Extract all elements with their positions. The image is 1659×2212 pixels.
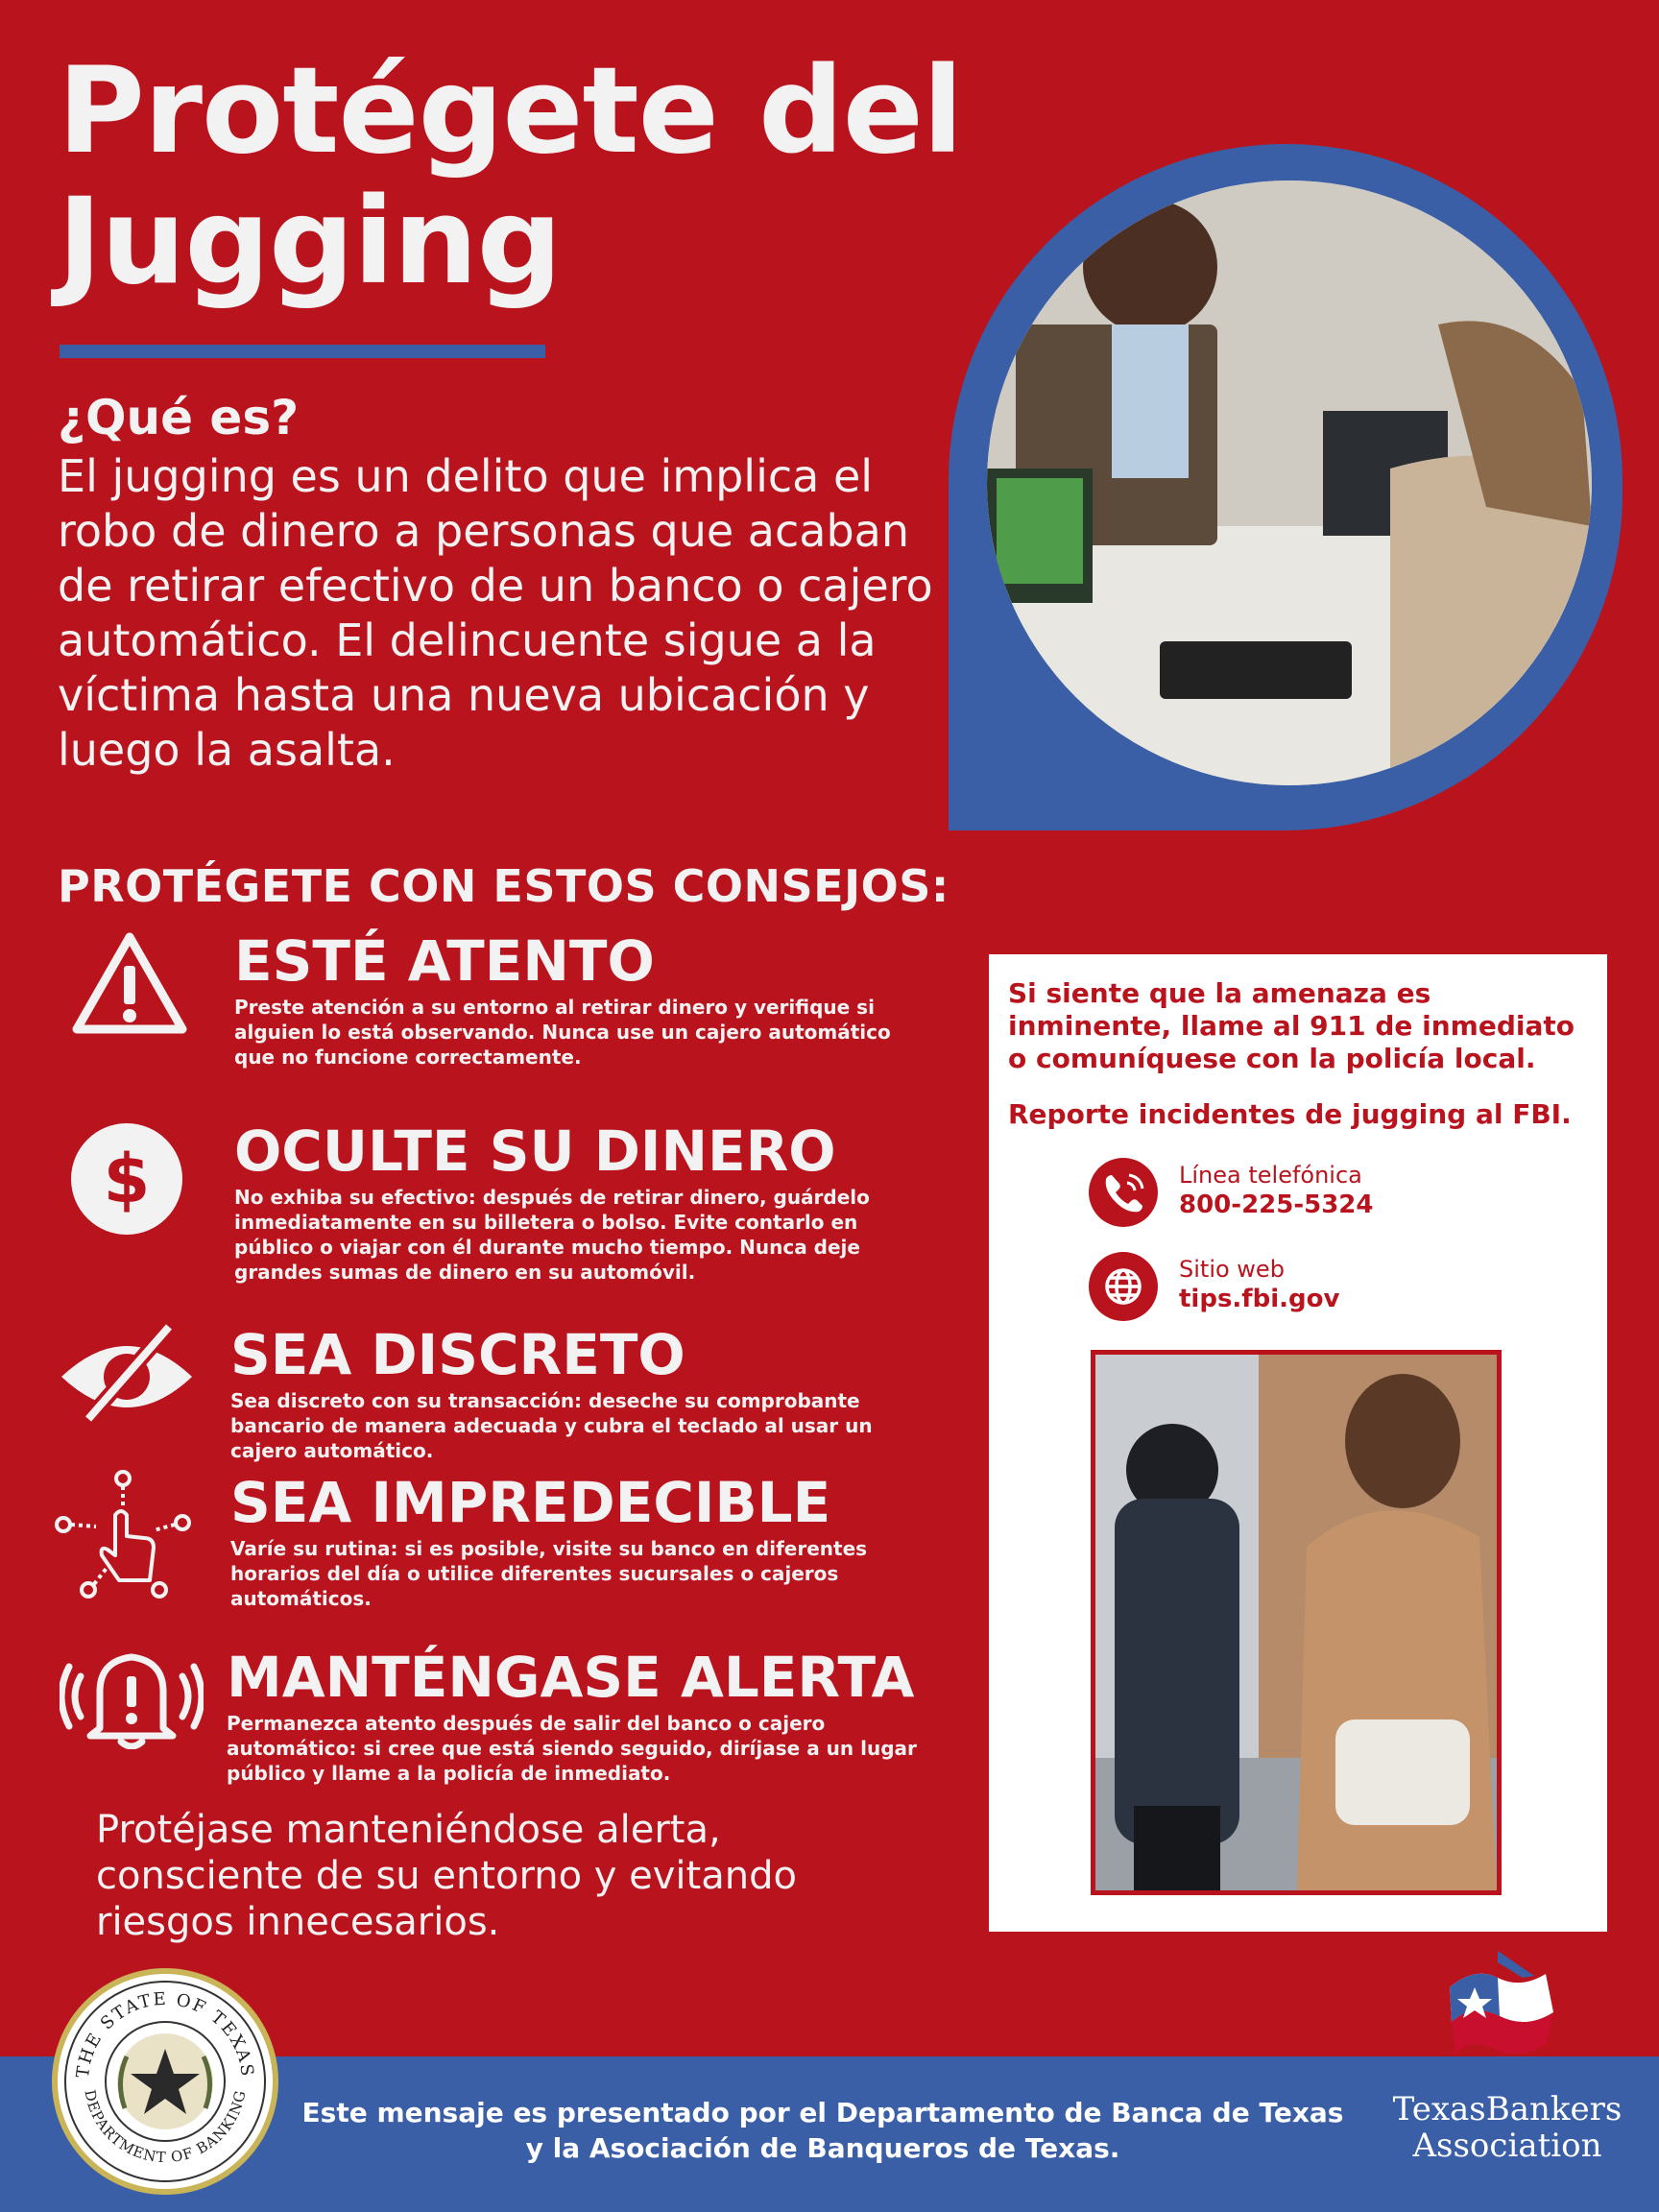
svg-text:DEPARTMENT OF BANKING: DEPARTMENT OF BANKING xyxy=(81,2088,250,2167)
tips-heading: PROTÉGETE CON ESTOS CONSEJOS: xyxy=(58,860,950,912)
phone-icon xyxy=(1089,1158,1158,1227)
tip-body-1: Preste atención a su entorno al retirar dinero y verifique si alguien lo está observando. Nunca use un cajero automático que no funcione correctamente. xyxy=(234,996,891,1069)
bank-teller-photo xyxy=(987,180,1592,785)
fbi-report-text: Reporte incidentes de jugging al FBI. xyxy=(1008,1098,1572,1130)
emergency-warning: Si siente que la amenaza es inminente, llame al 911 de inmediato o comuníquese con la policía local. xyxy=(1008,977,1575,1074)
title-underline xyxy=(60,345,545,358)
alert-bell-icon xyxy=(60,1644,204,1753)
tip-body-5: Permanezca atento después de salir del banco o cajero automático: si cree que está siendo seguido, diríjase a un lugar público y llame a la policía de inmediato. xyxy=(227,1712,917,1785)
hand-tap-icon xyxy=(54,1467,198,1605)
street-scene-photo xyxy=(1091,1350,1502,1895)
globe-icon xyxy=(1089,1252,1158,1321)
tip-title-2: OCULTE SU DINERO xyxy=(234,1118,836,1184)
phone-number[interactable]: 800-225-5324 xyxy=(1179,1190,1374,1219)
website-label: Sitio web xyxy=(1179,1256,1285,1283)
texas-bankers-logo xyxy=(1431,1949,1565,2066)
footer-sponsor-text: Este mensaje es presentado por el Departamento de Banca de Texas y la Asociación de Banqueros de Texas. xyxy=(301,2097,1344,2164)
website-link[interactable]: tips.fbi.gov xyxy=(1179,1285,1340,1313)
what-is-heading: ¿Qué es? xyxy=(58,390,300,445)
svg-text:$: $ xyxy=(103,1140,151,1218)
tip-body-2: No exhiba su efectivo: después de retirar dinero, guárdelo inmediatamente en su billetera o bolso. Evite contarlo en público o viajar con él durante mucho tiempo. Nunca deje grandes sumas de dinero en su automóvil. xyxy=(234,1186,870,1284)
phone-label: Línea telefónica xyxy=(1179,1162,1362,1189)
info-panel xyxy=(989,954,1607,1932)
tip-body-4: Varíe su rutina: si es posible, visite su banco en diferentes horarios del día o utilice diferentes sucursales o cajeros automáticos. xyxy=(230,1537,868,1610)
what-is-body: El jugging es un delito que implica el robo de dinero a personas que acaban de retirar efectivo de un banco o cajero automático. El delincuente sigue a la víctima hasta una nueva ubicación y luego la asalta. xyxy=(58,450,933,776)
tip-title-3: SEA DISCRETO xyxy=(230,1322,685,1387)
warning-triangle-icon xyxy=(69,929,190,1041)
tip-title-1: ESTÉ ATENTO xyxy=(234,928,655,994)
eye-slash-icon xyxy=(54,1323,200,1427)
page-title: Protégete del Jugging xyxy=(58,42,963,311)
dollar-icon xyxy=(69,1121,184,1240)
texas-banking-seal-logo xyxy=(52,1968,278,2195)
svg-text:THE STATE OF TEXAS: THE STATE OF TEXAS xyxy=(72,1988,258,2080)
tip-title-5: MANTÉNGASE ALERTA xyxy=(227,1645,915,1710)
bank-teller-illustration xyxy=(987,180,1592,785)
texas-bankers-name: TexasBankers Association xyxy=(1392,2090,1623,2165)
tip-title-4: SEA IMPREDECIBLE xyxy=(230,1470,831,1535)
closing-statement: Protéjase manteniéndose alerta, consciente de su entorno y evitando riesgos innecesarios. xyxy=(96,1808,797,1944)
tip-body-3: Sea discreto con su transacción: deseche su comprobante bancario de manera adecuada y cubra el teclado al usar un cajero automático. xyxy=(230,1389,873,1462)
